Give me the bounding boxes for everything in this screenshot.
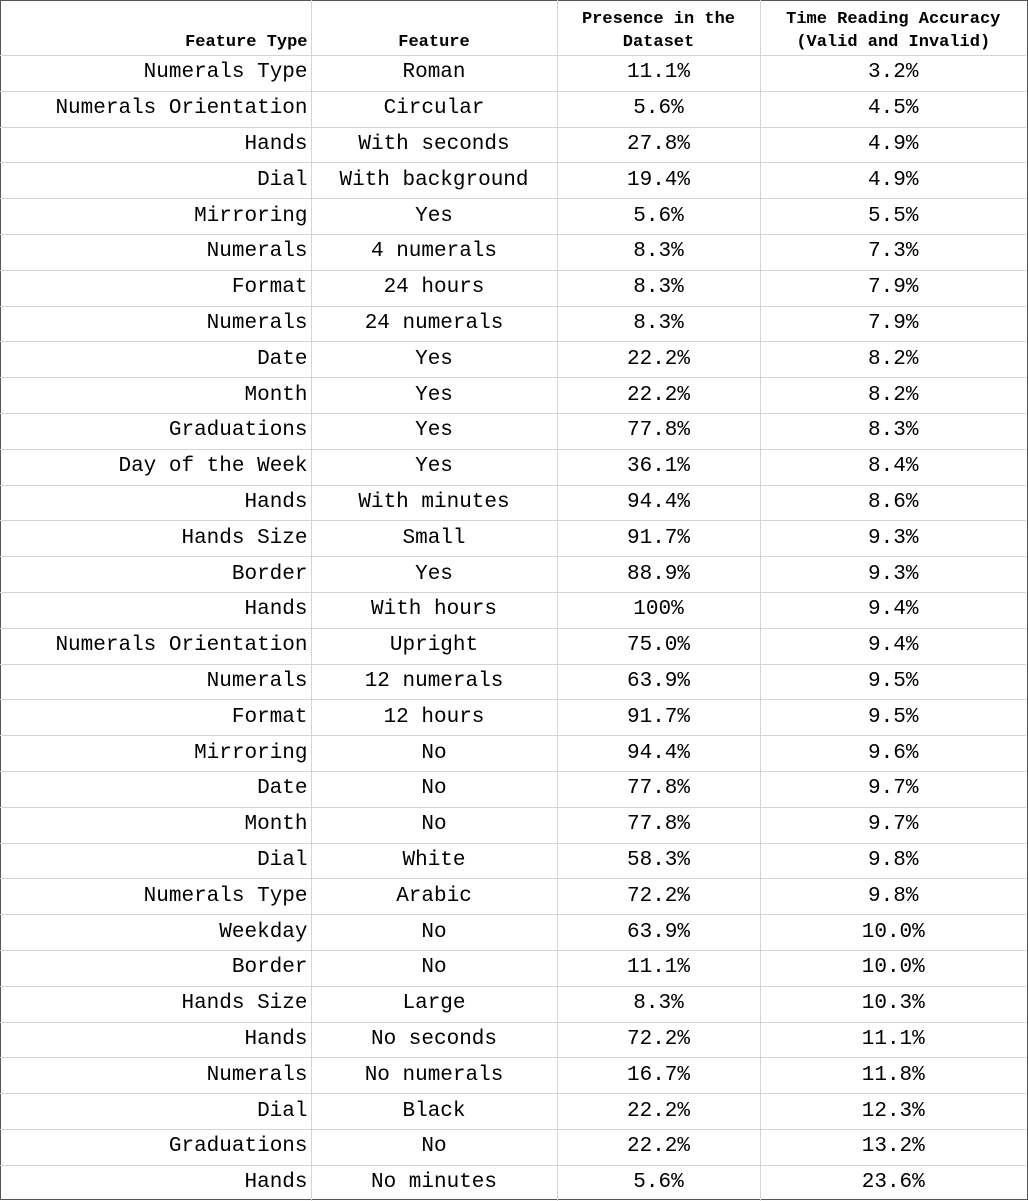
cell-accuracy: 11.1% bbox=[760, 1022, 1026, 1058]
table-row bbox=[0, 521, 1026, 557]
cell-accuracy: 7.3% bbox=[760, 234, 1026, 270]
cell-feature-type: Dial bbox=[0, 163, 311, 199]
cell-presence: 94.4% bbox=[557, 485, 760, 521]
cell-presence: 75.0% bbox=[557, 628, 760, 664]
cell-feature-type: Date bbox=[0, 771, 311, 807]
cell-feature: With seconds bbox=[311, 127, 557, 163]
table-row bbox=[0, 1094, 1026, 1130]
cell-feature-type: Month bbox=[0, 807, 311, 843]
cell-accuracy: 9.5% bbox=[760, 664, 1026, 700]
cell-accuracy: 4.9% bbox=[760, 163, 1026, 199]
cell-accuracy: 9.7% bbox=[760, 807, 1026, 843]
cell-accuracy: 12.3% bbox=[760, 1094, 1026, 1130]
cell-feature: 12 hours bbox=[311, 700, 557, 736]
cell-accuracy: 11.8% bbox=[760, 1058, 1026, 1094]
header-accuracy-line2: (Valid and Invalid) bbox=[796, 33, 991, 52]
cell-feature: Arabic bbox=[311, 879, 557, 915]
cell-feature: Small bbox=[311, 521, 557, 557]
table-row bbox=[0, 736, 1026, 772]
cell-accuracy: 9.4% bbox=[760, 592, 1026, 628]
cell-feature: With hours bbox=[311, 592, 557, 628]
table-row bbox=[0, 485, 1026, 521]
cell-feature: Roman bbox=[311, 56, 557, 92]
cell-feature-type: Month bbox=[0, 378, 311, 414]
table-row bbox=[0, 234, 1026, 270]
cell-presence: 63.9% bbox=[557, 915, 760, 951]
cell-feature-type: Hands Size bbox=[0, 986, 311, 1022]
table-row bbox=[0, 771, 1026, 807]
table-row bbox=[0, 1129, 1026, 1165]
cell-feature-type: Numerals bbox=[0, 1058, 311, 1094]
table-row bbox=[0, 986, 1026, 1022]
cell-feature: 24 hours bbox=[311, 270, 557, 306]
cell-feature-type: Numerals bbox=[0, 664, 311, 700]
cell-feature: Black bbox=[311, 1094, 557, 1130]
table-header bbox=[0, 0, 1026, 56]
cell-feature-type: Mirroring bbox=[0, 199, 311, 235]
cell-presence: 22.2% bbox=[557, 378, 760, 414]
cell-feature-type: Graduations bbox=[0, 413, 311, 449]
table-row bbox=[0, 199, 1026, 235]
cell-feature: Yes bbox=[311, 449, 557, 485]
table-row bbox=[0, 628, 1026, 664]
cell-accuracy: 13.2% bbox=[760, 1129, 1026, 1165]
cell-feature-type: Day of the Week bbox=[0, 449, 311, 485]
header-presence bbox=[557, 0, 760, 56]
cell-presence: 77.8% bbox=[557, 771, 760, 807]
cell-feature-type: Hands bbox=[0, 1165, 311, 1200]
table-row bbox=[0, 449, 1026, 485]
cell-feature-type: Border bbox=[0, 950, 311, 986]
cell-feature: No seconds bbox=[311, 1022, 557, 1058]
cell-accuracy: 23.6% bbox=[760, 1165, 1026, 1200]
cell-accuracy: 9.8% bbox=[760, 879, 1026, 915]
cell-feature-type: Hands bbox=[0, 592, 311, 628]
header-feature-type bbox=[0, 0, 311, 56]
table-row bbox=[0, 1058, 1026, 1094]
table-row bbox=[0, 807, 1026, 843]
cell-feature-type: Hands bbox=[0, 127, 311, 163]
cell-feature-type: Format bbox=[0, 700, 311, 736]
cell-presence: 22.2% bbox=[557, 342, 760, 378]
cell-feature: No bbox=[311, 807, 557, 843]
cell-feature: No bbox=[311, 736, 557, 772]
cell-presence: 63.9% bbox=[557, 664, 760, 700]
header-row bbox=[0, 0, 1026, 56]
cell-feature-type: Numerals Orientation bbox=[0, 628, 311, 664]
cell-feature-type: Hands bbox=[0, 1022, 311, 1058]
cell-feature-type: Mirroring bbox=[0, 736, 311, 772]
cell-feature-type: Border bbox=[0, 557, 311, 593]
cell-presence: 58.3% bbox=[557, 843, 760, 879]
cell-presence: 16.7% bbox=[557, 1058, 760, 1094]
header-presence-line2: Dataset bbox=[622, 33, 695, 52]
header-feature-label: Feature bbox=[398, 33, 470, 52]
cell-feature-type: Numerals bbox=[0, 234, 311, 270]
cell-feature: No bbox=[311, 771, 557, 807]
table-row bbox=[0, 843, 1026, 879]
cell-presence: 36.1% bbox=[557, 449, 760, 485]
header-presence-line1: Presence in the bbox=[581, 10, 736, 29]
table-row bbox=[0, 270, 1026, 306]
cell-presence: 22.2% bbox=[557, 1094, 760, 1130]
cell-presence: 8.3% bbox=[557, 986, 760, 1022]
table-row bbox=[0, 127, 1026, 163]
cell-accuracy: 8.4% bbox=[760, 449, 1026, 485]
cell-accuracy: 9.5% bbox=[760, 700, 1026, 736]
cell-feature-type: Dial bbox=[0, 843, 311, 879]
cell-presence: 27.8% bbox=[557, 127, 760, 163]
cell-presence: 8.3% bbox=[557, 270, 760, 306]
table-row bbox=[0, 56, 1026, 92]
cell-accuracy: 10.3% bbox=[760, 986, 1026, 1022]
table-row bbox=[0, 1022, 1026, 1058]
cell-accuracy: 8.2% bbox=[760, 378, 1026, 414]
cell-accuracy: 7.9% bbox=[760, 306, 1026, 342]
cell-presence: 8.3% bbox=[557, 234, 760, 270]
cell-feature: No bbox=[311, 915, 557, 951]
cell-feature: Yes bbox=[311, 557, 557, 593]
cell-presence: 5.6% bbox=[557, 1165, 760, 1200]
table-row bbox=[0, 378, 1026, 414]
table-row bbox=[0, 306, 1026, 342]
cell-accuracy: 9.4% bbox=[760, 628, 1026, 664]
cell-feature-type: Hands Size bbox=[0, 521, 311, 557]
cell-presence: 72.2% bbox=[557, 1022, 760, 1058]
table-row bbox=[0, 592, 1026, 628]
header-accuracy-line1: Time Reading Accuracy bbox=[786, 10, 1001, 29]
cell-presence: 22.2% bbox=[557, 1129, 760, 1165]
cell-feature-type: Hands bbox=[0, 485, 311, 521]
cell-feature: No bbox=[311, 1129, 557, 1165]
cell-feature: 24 numerals bbox=[311, 306, 557, 342]
cell-accuracy: 8.3% bbox=[760, 413, 1026, 449]
cell-accuracy: 5.5% bbox=[760, 199, 1026, 235]
cell-feature: With minutes bbox=[311, 485, 557, 521]
cell-feature-type: Graduations bbox=[0, 1129, 311, 1165]
cell-presence: 100% bbox=[557, 592, 760, 628]
header-accuracy bbox=[760, 0, 1026, 56]
cell-accuracy: 9.8% bbox=[760, 843, 1026, 879]
cell-feature: 4 numerals bbox=[311, 234, 557, 270]
table-row bbox=[0, 950, 1026, 986]
cell-feature-type: Numerals Type bbox=[0, 879, 311, 915]
cell-presence: 77.8% bbox=[557, 413, 760, 449]
cell-presence: 8.3% bbox=[557, 306, 760, 342]
cell-feature: Large bbox=[311, 986, 557, 1022]
cell-presence: 5.6% bbox=[557, 199, 760, 235]
table-row bbox=[0, 342, 1026, 378]
cell-feature: No numerals bbox=[311, 1058, 557, 1094]
header-feature bbox=[311, 0, 557, 56]
cell-feature: Yes bbox=[311, 199, 557, 235]
cell-accuracy: 9.3% bbox=[760, 521, 1026, 557]
cell-feature: With background bbox=[311, 163, 557, 199]
cell-presence: 11.1% bbox=[557, 56, 760, 92]
cell-presence: 91.7% bbox=[557, 700, 760, 736]
table-row bbox=[0, 664, 1026, 700]
cell-feature-type: Date bbox=[0, 342, 311, 378]
cell-presence: 19.4% bbox=[557, 163, 760, 199]
cell-feature-type: Numerals bbox=[0, 306, 311, 342]
header-feature-type-label: Feature Type bbox=[185, 33, 308, 52]
table-row bbox=[0, 557, 1026, 593]
cell-accuracy: 9.7% bbox=[760, 771, 1026, 807]
table-body bbox=[0, 56, 1026, 1201]
cell-accuracy: 9.3% bbox=[760, 557, 1026, 593]
table-row bbox=[0, 413, 1026, 449]
cell-feature-type: Dial bbox=[0, 1094, 311, 1130]
cell-presence: 72.2% bbox=[557, 879, 760, 915]
cell-feature: Upright bbox=[311, 628, 557, 664]
cell-accuracy: 10.0% bbox=[760, 915, 1026, 951]
cell-feature: No minutes bbox=[311, 1165, 557, 1200]
table-row bbox=[0, 700, 1026, 736]
cell-presence: 91.7% bbox=[557, 521, 760, 557]
cell-feature-type: Format bbox=[0, 270, 311, 306]
cell-feature-type: Numerals Type bbox=[0, 56, 311, 92]
cell-feature-type: Weekday bbox=[0, 915, 311, 951]
cell-presence: 94.4% bbox=[557, 736, 760, 772]
cell-accuracy: 4.9% bbox=[760, 127, 1026, 163]
cell-feature: White bbox=[311, 843, 557, 879]
cell-presence: 77.8% bbox=[557, 807, 760, 843]
table-row bbox=[0, 879, 1026, 915]
cell-accuracy: 8.2% bbox=[760, 342, 1026, 378]
cell-presence: 5.6% bbox=[557, 91, 760, 127]
cell-feature: Yes bbox=[311, 413, 557, 449]
table-row bbox=[0, 915, 1026, 951]
cell-accuracy: 7.9% bbox=[760, 270, 1026, 306]
cell-accuracy: 3.2% bbox=[760, 56, 1026, 92]
cell-feature: Circular bbox=[311, 91, 557, 127]
cell-feature: No bbox=[311, 950, 557, 986]
cell-accuracy: 10.0% bbox=[760, 950, 1026, 986]
cell-feature: 12 numerals bbox=[311, 664, 557, 700]
cell-presence: 88.9% bbox=[557, 557, 760, 593]
table-row bbox=[0, 163, 1026, 199]
table-row bbox=[0, 91, 1026, 127]
cell-accuracy: 8.6% bbox=[760, 485, 1026, 521]
cell-feature-type: Numerals Orientation bbox=[0, 91, 311, 127]
cell-feature: Yes bbox=[311, 378, 557, 414]
cell-accuracy: 9.6% bbox=[760, 736, 1026, 772]
cell-feature: Yes bbox=[311, 342, 557, 378]
table-row bbox=[0, 1165, 1026, 1200]
cell-accuracy: 4.5% bbox=[760, 91, 1026, 127]
cell-presence: 11.1% bbox=[557, 950, 760, 986]
